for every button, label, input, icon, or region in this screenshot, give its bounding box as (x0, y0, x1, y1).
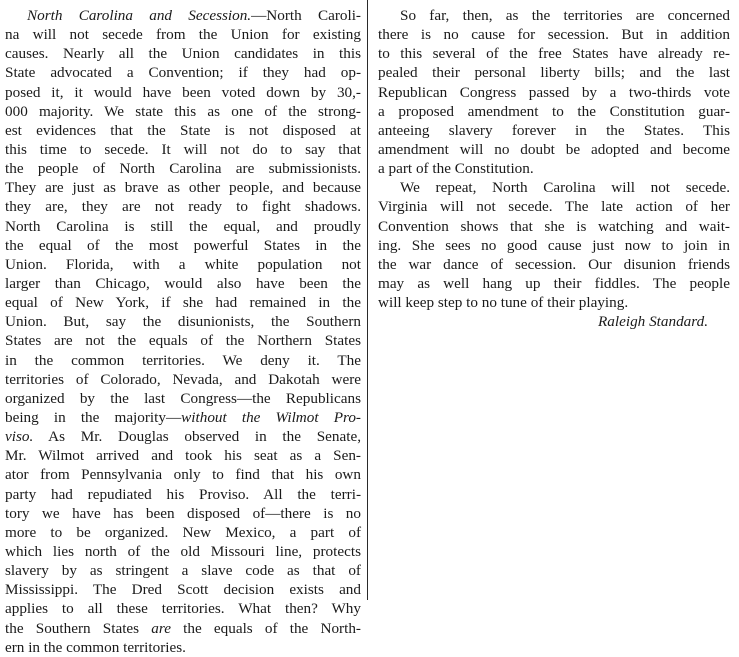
article-line: causes. Nearly all the Union candidates in this (5, 45, 361, 63)
article-line: Virginia will not secede. The late action of her (378, 198, 730, 216)
article-line: viso. As Mr. Douglas observed in the Senate, (5, 428, 361, 446)
article-line: they are, they are not ready to fight shadows. (5, 198, 361, 216)
italic-phrase: viso. (5, 428, 34, 446)
italic-phrase: are (151, 619, 171, 637)
article-line: this time to secede. It will not do to say that (5, 140, 361, 158)
article-line: party had repudiated his Proviso. All the terri- (5, 485, 361, 503)
article-line: State advocated a Convention; if they had op- (5, 64, 361, 82)
article-line: anteeing slavery forever in the States. This (378, 121, 730, 139)
article-line: organized by the last Congress—the Republicans (5, 389, 361, 407)
article-line: ing. She sees no good cause just now to join in (378, 236, 730, 254)
article-line: North Carolina is still the equal, and proudly (5, 217, 361, 235)
italic-phrase: without the Wilmot Pro- (181, 408, 361, 426)
article-line: amendment will no doubt be adopted and become (378, 140, 730, 158)
article-line: na will not secede from the Union for existing (5, 26, 361, 44)
article-line: They are just as brave as other people, and because (5, 179, 361, 197)
article-line: there is no cause for secession. But in addition (378, 26, 730, 44)
article-line: slavery by as stringent a slave code as that of (5, 562, 361, 580)
article-line: We repeat, North Carolina will not secede. (400, 179, 730, 197)
column-divider (367, 0, 368, 600)
article-line: more to be organized. New Mexico, a part of (5, 523, 361, 541)
article-line: North Carolina and Secession.—North Caroli- (27, 7, 361, 24)
article-line: Convention shows that she is watching and wait- (378, 217, 730, 235)
article-line: the people of North Carolina are submissionists. (5, 160, 361, 178)
article-line: Republican Congress passed by a two-thirds vote (378, 83, 730, 101)
article-line: Union. But, say the disunionists, the Southern (5, 313, 361, 331)
article-line: States are not the equals of the Northern States (5, 332, 361, 350)
article-line: Union. Florida, with a white population not (5, 255, 361, 273)
article-line: to this several of the free States have already re- (378, 45, 730, 63)
article-line: So far, then, as the territories are concerned (400, 7, 730, 24)
article-line: tory we have has been disposed of—there is no (5, 504, 361, 522)
article-line: a part of the Constitution. (378, 160, 534, 178)
source-attribution: Raleigh Standard. (598, 313, 708, 331)
article-line: in the common territories. We deny it. The (5, 351, 361, 369)
article-title: North Carolina and Secession. (27, 7, 252, 24)
right-column (378, 6, 730, 331)
article-line: 000 majority. We state this as one of the strong- (5, 102, 361, 120)
article-line: may as well hang up their fiddles. The people (378, 274, 730, 292)
article-line: posed it, it would have been voted down by 30,- (5, 83, 361, 101)
article-line: Mr. Wilmot arrived and took his seat as a Sen- (5, 447, 361, 465)
article-line: being in the majority—without the Wilmot Pro- (5, 408, 361, 426)
article-line: the equal of the most powerful States in the (5, 236, 361, 254)
article-line: the Southern States are the equals of the North- (5, 619, 361, 637)
article-line: the war dance of secession. Our disunion friends (378, 255, 730, 273)
article-line: pealed their personal liberty bills; and the last (378, 64, 730, 82)
article-line: a proposed amendment to the Constitution guar- (378, 102, 730, 120)
article-line: Mississippi. The Dred Scott decision exists and (5, 581, 361, 599)
article-line: will keep step to no tune of their playing. (378, 294, 629, 312)
left-column (5, 6, 361, 657)
article-line: ator from Pennsylvania only to find that his own (5, 466, 361, 484)
article-line: which lies north of the old Missouri line, protects (5, 542, 361, 560)
article-line: applies to all these territories. What then? Why (5, 600, 361, 618)
article-line: ern in the common territories. (5, 638, 186, 656)
article-line: larger than Chicago, would also have been the (5, 274, 361, 292)
article-line: est evidences that the State is not disposed at (5, 121, 361, 139)
article-line: territories of Colorado, Nevada, and Dakotah were (5, 370, 361, 388)
article-line: equal of New York, if she had remained in the (5, 294, 361, 312)
